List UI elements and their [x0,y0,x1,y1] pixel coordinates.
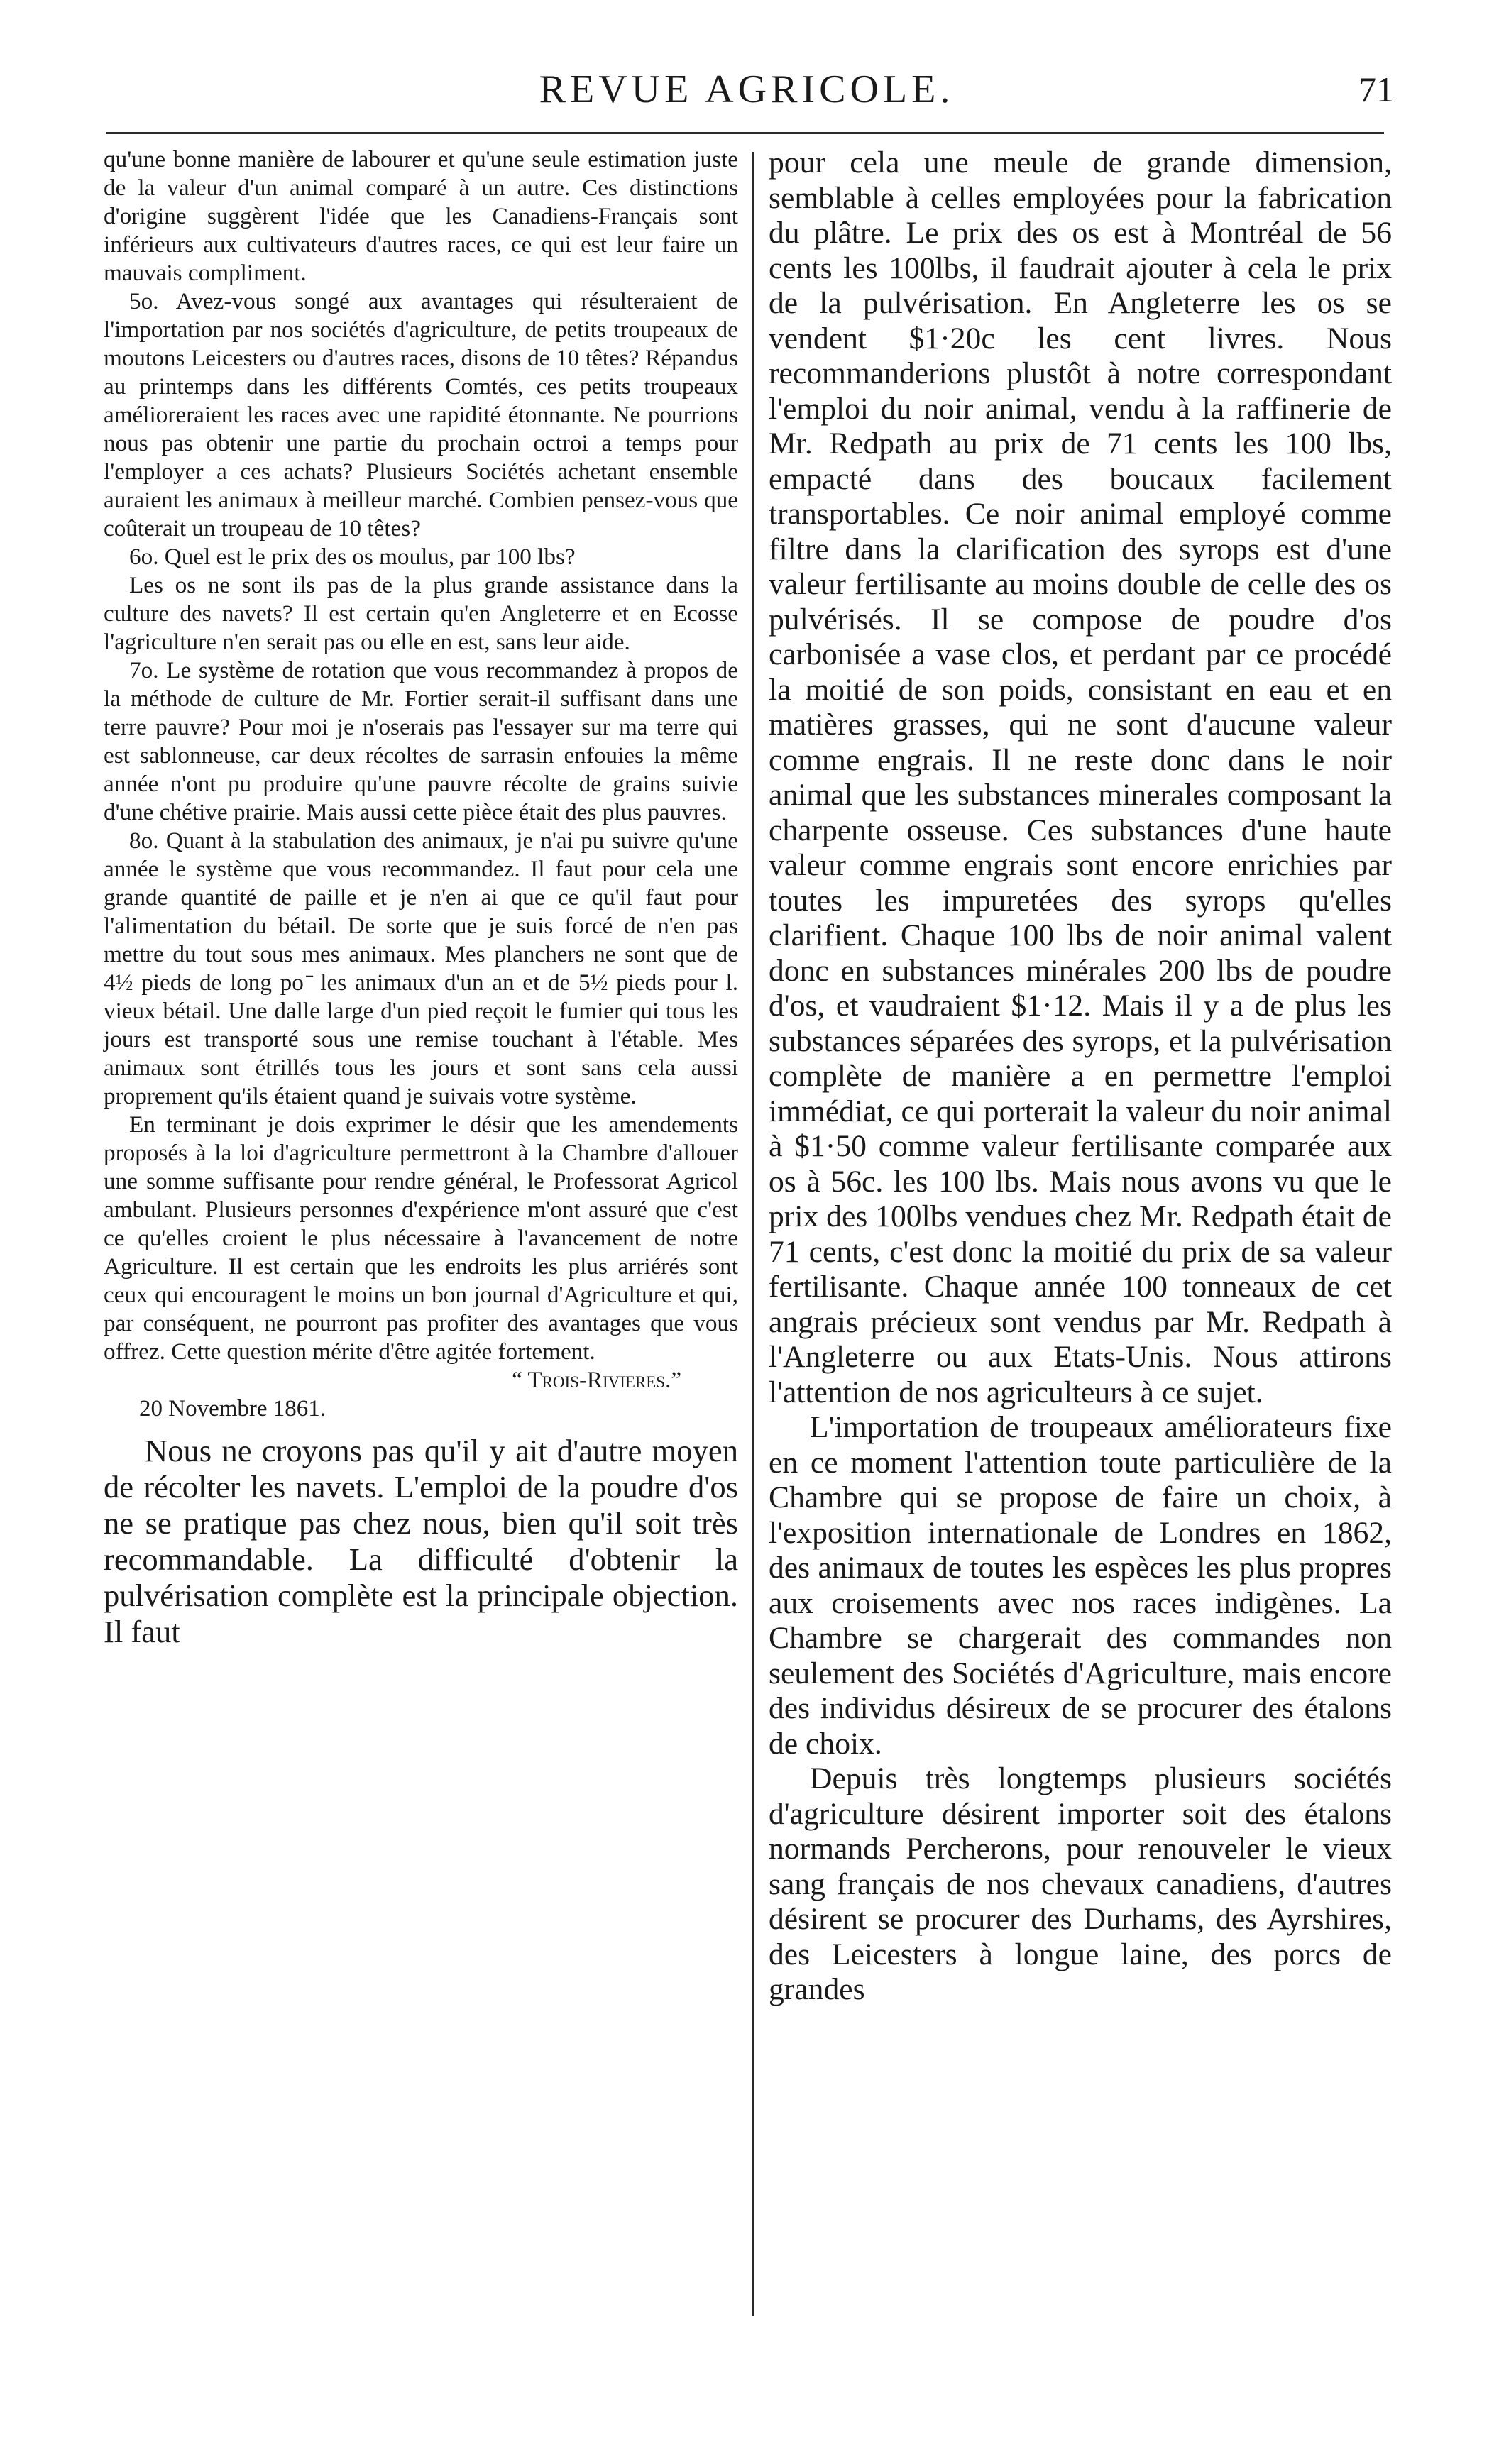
right-column [769,145,1392,2008]
paragraph: pour cela une meule de grande dimension, semblable à celles employées pour la fabrication du plâtre. Le prix des os est à Montréal de 56 cents les 100lbs, il faudrait ajouter à cela le prix de la pulvérisation. En Angleterre les os se vendent $1·20c les cent livres. Nous recommanderions plustôt à notre correspondant l'emploi du noir animal, vendu à la raffinerie de Mr. Redpath au prix de 71 cents les 100 lbs, empacté dans des boucaux facilement transportables. Ce noir animal employé comme filtre dans la clarification des syrops est d'une valeur fertilisante au moins double de celle des os pulvérisés. Il se compose de poudre d'os carbonisée a vase clos, et perdant par ce procédé la moitié de son poids, consistant en eau et en matières grasses, qui ne sont d'aucune valeur comme engrais. Il ne reste donc dans le noir animal que les substances minerales composant la charpente osseuse. Ces substances d'une haute valeur comme engrais sont encore enrichies par toutes les impuretées des syrops qu'elles clarifient. Chaque 100 lbs de noir animal valent donc en substances minérales 200 lbs de poudre d'os, et vaudraient $1·12. Mais il y a de plus les substances séparées des syrops, et la pulvérisation complète de manière a en permettre l'emploi immédiat, ce qui porterait la valeur du noir animal à $1·50 comme valeur fertilisante comparée aux os à 56c. les 100 lbs. Mais nous avons vu que le prix des 100lbs vendues chez Mr. Redpath était de 71 cents, c'est donc la moitié du prix de sa valeur fertilisante. Chaque année 100 tonneaux de cet angrais précieux sont vendus par Mr. Redpath à l'Angleterre ou aux Etats-Unis. Nous attirons l'attention de nos agriculteurs à ce sujet. [769,145,1392,1409]
header-rule [106,132,1384,134]
paragraph: Nous ne croyons pas qu'il y ait d'autre moyen de récolter les navets. L'emploi de la poudre d'os ne se pratique pas chez nous, bien qu'il soit très recommandable. La difficulté d'obtenir la pulvérisation complète est la principale objection. Il faut [104,1433,738,1649]
left-column [104,145,738,1650]
paragraph: 7o. Le système de rotation que vous recommandez à propos de la méthode de culture de Mr. Fortier serait-il suffisant dans une terre pauvre? Pour moi je n'oserais pas l'essayer sur ma terre qui est sablonneuse, car deux récoltes de sarrasin enfouies la même année n'ont pu produire qu'une pauvre récolte de grains suivie d'une chétive prairie. Mais aussi cette pièce était des plus pauvres. [104,657,738,825]
signature: “ Trois-Rivieres.” [512,1368,681,1393]
paragraph: qu'une bonne manière de labourer et qu'une seule estimation juste de la valeur d'un animal comparé à un autre. Ces distinctions d'origine suggèrent l'idée que les Canadiens-Français sont inférieurs aux cultivateurs d'autres races, ce qui est leur faire un mauvais compliment. [104,146,738,286]
paragraph: Depuis très longtemps plusieurs sociétés d'agriculture désirent importer soit des étalons normands Percherons, pour renouveler le vieux sang français de nos chevaux canadiens, d'autres désirent se procurer des Durhams, des Ayrshires, des Leicesters à longue laine, des porcs de grandes [769,1761,1392,2006]
paragraph: 6o. Quel est le prix des os moulus, par 100 lbs? [129,544,576,570]
column-divider [752,152,754,2316]
letter-text [104,145,738,1366]
editorial-reply [104,1433,738,1650]
page-header [99,61,1394,118]
paragraph: 8o. Quant à la stabulation des animaux, je n'ai pu suivre qu'une année le système que vous recommandez. Il faut pour cela une grande quantité de paille et je n'en ai que ce qu'il faut pour l'alimentation du bétail. De sorte que je suis forcé de n'en pas mettre du tout sous mes animaux. Mes planchers ne sont que de 4½ pieds de long po ̄ les animaux d'un an et de 5½ pieds pour l. vieux bétail. Une dalle large d'un pied reçoit le fumier qui tous les jours est transporté sous une remise touchant à l'étable. Mes animaux sont étrillés tous les jours et sont sans cela aussi proprement qu'ils étaient quand je suivais votre système. [104,827,738,1109]
paragraph: 5o. Avez-vous songé aux avantages qui résulteraient de l'importation par nos sociétés d'agriculture, de petits troupeaux de moutons Leicesters ou d'autres races, disons de 10 têtes? Répandus au printemps dans les différents Comtés, ces petits troupeaux amélioreraient les races avec une rapidité étonnante. Ne pourrions nous pas obtenir une partie du prochain octroi a temps pour l'employer a ces achats? Plusieurs Sociétés achetant ensemble auraient les animaux à meilleur marché. Combien pensez-vous que coûterait un troupeau de 10 têtes? [104,288,738,541]
paragraph: L'importation de troupeaux amélioratеurs fixe en ce moment l'attention toute particulière de la Chambre qui se propose de faire un choix, à l'exposition internationale de Londres en 1862, des animaux de toutes les espèces les plus propres aux croisements avec nos races indigènes. La Chambre se chargerait des commandes non seulement des Sociétés d'Agriculture, mais encore des individus désireux de se procurer des étalons de choix. [769,1410,1392,1761]
letter-date: 20 Novembre 1861. [139,1396,326,1421]
page-number: 71 [1358,70,1394,109]
paragraph: Les os ne sont ils pas de la plus grande assistance dans la culture des navets? Il est certain qu'en Angleterre et en Ecosse l'agriculture n'en serait pas ou elle en est, sans leur aide. [104,572,738,655]
paragraph: En terminant je dois exprimer le désir que les amendements proposés à la loi d'agriculture permettront à la Chambre d'allouer une somme suffisante pour rendre général, le Professorat Agricol ambulant. Plusieurs personnes d'expérience m'ont assuré que c'est ce qu'elles croient le plus nécessaire à l'avancement de notre Agriculture. Il est certain que les endroits les plus arriérés sont ceux qui encouragent le moins un bon journal d'Agriculture et qui, par conséquent, ne pourront pas profiter des avantages que vous offrez. Cette question mérite d'être agitée fortement. [104,1111,738,1365]
running-title: REVUE AGRICOLE. [539,67,955,111]
